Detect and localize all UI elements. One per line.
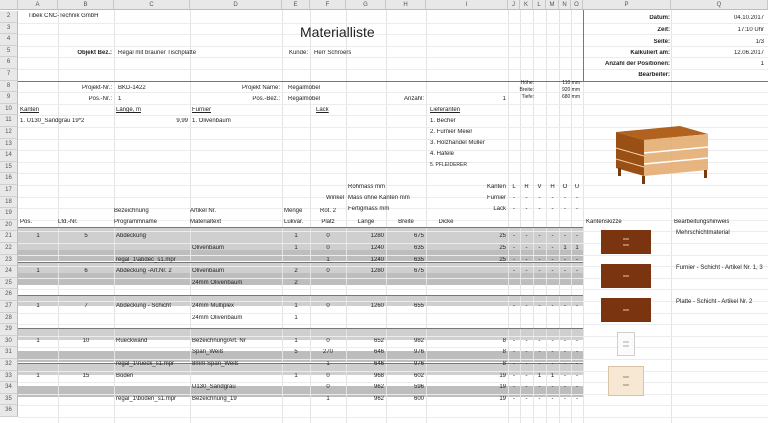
row-header[interactable]: 30: [0, 336, 18, 348]
fertigmass-label: Fertigmass mm: [348, 206, 390, 212]
edge-flag-cell[interactable]: -: [538, 245, 541, 251]
lfd-cell[interactable]: 15: [82, 372, 90, 379]
row-header[interactable]: 27: [0, 301, 18, 313]
edge-flag-cell[interactable]: -: [564, 361, 566, 367]
bezeichnung-cell[interactable]: Abdeckung - Schicht: [116, 303, 172, 309]
projekt-nr-value: BKD-1422: [118, 85, 146, 91]
material-cell[interactable]: 24mm Multiplex: [192, 303, 235, 309]
edge-flag-cell[interactable]: -: [564, 233, 566, 240]
edge-flag-cell[interactable]: -: [525, 256, 528, 263]
edge-flag-cell[interactable]: -: [525, 361, 528, 367]
select-all-corner[interactable]: [0, 0, 18, 10]
artikel-header: Artikel Nr.: [190, 208, 217, 214]
row-header[interactable]: 36: [0, 405, 18, 417]
row-header[interactable]: 31: [0, 347, 18, 359]
edge-sketch-abdeckung: [601, 230, 651, 254]
col-header-f[interactable]: F: [310, 0, 346, 10]
bezeichnung-cell[interactable]: regal_1\boden_s1.mpr: [116, 395, 177, 402]
pos-header: Pos.: [20, 219, 33, 225]
breite-cell[interactable]: 635: [413, 245, 424, 251]
pos-nr-value: 1: [118, 96, 122, 102]
row-header[interactable]: 12: [0, 127, 18, 139]
edge-flag-cell[interactable]: 1: [537, 372, 542, 379]
zeit-label: Zeit:: [657, 27, 670, 33]
edge-flag-cell[interactable]: -: [525, 349, 528, 356]
laenge-cell[interactable]: 646: [373, 361, 384, 367]
pos-cell[interactable]: 1: [36, 268, 40, 275]
tiefe-label: Tiefe:: [521, 94, 534, 100]
breite-label: Breite:: [519, 87, 534, 93]
edge-flag-cell[interactable]: -: [538, 233, 541, 240]
bezeichnung-cell[interactable]: regal_1\abdec_s1.mpr: [116, 256, 176, 263]
col-header-o[interactable]: O: [571, 0, 583, 10]
edge-flag-cell[interactable]: -: [564, 384, 566, 391]
col-header-h[interactable]: H: [386, 0, 426, 10]
edge-flag-placeholder: -: [576, 195, 578, 201]
edge-flag-cell[interactable]: -: [576, 337, 578, 344]
col-header-d[interactable]: D: [190, 0, 282, 10]
row-header[interactable]: 28: [0, 313, 18, 325]
rot-header: Rot. 2: [319, 208, 336, 214]
menge-cell[interactable]: 1: [294, 337, 298, 344]
row-header[interactable]: 35: [0, 394, 18, 406]
edge-flag-cell[interactable]: -: [551, 233, 554, 240]
hoehe-value: 110 mm: [562, 80, 580, 86]
row-header[interactable]: 17: [0, 185, 18, 197]
lukvar-header: Lukvar.: [284, 219, 304, 225]
seite-label: Seite:: [653, 39, 670, 45]
breite-cell[interactable]: 596: [413, 384, 424, 391]
edge-flag-cell[interactable]: -: [513, 372, 515, 379]
bearbeiter-label: Bearbeiter:: [638, 72, 670, 78]
laenge-cell[interactable]: 962: [373, 384, 384, 391]
kalkuliert-value: 12.06.2017: [733, 50, 764, 56]
divider: [18, 227, 583, 228]
pos-cell[interactable]: 1: [36, 372, 40, 379]
laenge-header: Länge: [357, 219, 375, 225]
material-cell[interactable]: Olivenbaum: [192, 268, 225, 275]
anzahl-positionen-label: Anzahl der Positionen:: [604, 61, 670, 67]
hinweis-1: Mehrschichtmaterial: [676, 230, 730, 236]
edge-flag-cell[interactable]: -: [576, 349, 578, 356]
edge-flag-cell[interactable]: -: [551, 256, 554, 263]
row-header[interactable]: 13: [0, 139, 18, 151]
objekt-value: Regal mit brauner Tischplatte: [118, 50, 197, 56]
row-header[interactable]: 5: [0, 46, 18, 58]
edge-flag-placeholder: -: [551, 195, 554, 201]
edge-flag-cell[interactable]: -: [564, 349, 566, 356]
edge-flag-cell[interactable]: -: [513, 268, 515, 275]
edge-sketch-abdeckung-art2: [601, 264, 651, 288]
edge-flag-placeholder: -: [576, 206, 578, 212]
row-header[interactable]: 11: [0, 115, 18, 127]
zeit-value: 17:10 Uhr: [737, 27, 764, 33]
row-header[interactable]: 15: [0, 162, 18, 174]
dicke-cell[interactable]: 25: [499, 233, 506, 240]
row-header[interactable]: 23: [0, 255, 18, 267]
col-header-j[interactable]: J: [508, 0, 520, 10]
projekt-name-value: Regalmöbel: [288, 85, 321, 91]
edge-flag-cell[interactable]: -: [564, 337, 566, 344]
row-header[interactable]: 21: [0, 231, 18, 243]
laenge-cell[interactable]: 1260: [370, 303, 384, 309]
col-header-i[interactable]: I: [426, 0, 508, 10]
edge-sketch-boden: [608, 366, 644, 396]
edge-flag-placeholder: -: [564, 206, 566, 212]
breite-cell[interactable]: 635: [413, 256, 424, 263]
edge-flag-cell[interactable]: -: [513, 384, 515, 391]
laenge-cell[interactable]: 1280: [370, 268, 384, 275]
programm-header: Programmname: [114, 219, 158, 225]
dicke-cell[interactable]: 25: [499, 256, 506, 263]
edge-flag-cell[interactable]: 1: [563, 245, 567, 251]
laenge-cell[interactable]: 1240: [370, 245, 384, 251]
menge-cell[interactable]: 5: [294, 349, 298, 356]
pos-cell[interactable]: 1: [36, 233, 40, 240]
dicke-cell[interactable]: 25: [499, 245, 506, 251]
row-header[interactable]: 22: [0, 243, 18, 255]
col-header-e[interactable]: E: [282, 0, 310, 10]
lfd-cell[interactable]: 10: [82, 337, 90, 344]
edge-flag-cell[interactable]: -: [513, 233, 515, 240]
platz-cell[interactable]: 0: [326, 372, 330, 379]
lfd-cell[interactable]: 5: [84, 233, 88, 240]
tiefe-value: 680 mm: [561, 94, 580, 100]
anzahl-positionen-value: 1: [760, 61, 764, 67]
row-header[interactable]: 19: [0, 208, 18, 220]
edge-flag-cell[interactable]: -: [576, 395, 578, 402]
kanten-label: Kanten: [486, 184, 506, 190]
row-header[interactable]: 8: [0, 81, 18, 93]
edge-flag-cell[interactable]: -: [576, 361, 578, 367]
laenge-cell[interactable]: 1280: [370, 233, 384, 240]
platz-header: Platz: [321, 219, 335, 225]
edge-flag-cell[interactable]: -: [538, 268, 541, 275]
edge-flag-cell[interactable]: -: [576, 372, 578, 379]
edge-flag-placeholder: -: [513, 206, 515, 212]
company-name: Tibek CNC-Technik GmbH: [28, 13, 99, 19]
edge-flag-cell[interactable]: -: [525, 337, 528, 344]
datum-value: 04.10.2017: [733, 15, 764, 21]
lieferant-4: 4. Hafele: [430, 151, 455, 157]
laenge-cell[interactable]: 1240: [370, 256, 384, 263]
kante-laenge: 9,99: [176, 118, 188, 124]
furnier-label: Furnier: [486, 195, 506, 201]
row-header[interactable]: 9: [0, 92, 18, 104]
edge-flag-placeholder: -: [538, 206, 541, 212]
edge-flag-cell[interactable]: -: [538, 395, 541, 402]
lack-heading: Lack: [316, 107, 329, 113]
bezeichnung-cell[interactable]: Abdeckung: [116, 233, 147, 240]
dicke-cell[interactable]: 8: [502, 349, 506, 356]
edge-flag-cell[interactable]: -: [513, 349, 515, 356]
material-cell[interactable]: Bezeichnung_19: [192, 395, 237, 402]
divider: [583, 10, 584, 82]
row-header[interactable]: 29: [0, 324, 18, 336]
row-header[interactable]: 18: [0, 197, 18, 209]
edge-flag-cell[interactable]: -: [551, 361, 554, 367]
edge-flag-header: V: [537, 184, 542, 190]
divider: [18, 81, 768, 82]
row-header[interactable]: 33: [0, 371, 18, 383]
menge-cell[interactable]: 1: [294, 233, 298, 240]
anzahl-value: 1: [502, 96, 506, 102]
projekt-name-label: Projekt Name:: [241, 85, 280, 91]
lfd-header: Lfd.-Nr.: [58, 219, 78, 225]
edge-flag-cell[interactable]: -: [525, 384, 528, 391]
hoehe-label: Höhe:: [520, 80, 534, 86]
edge-flag-cell[interactable]: -: [538, 337, 541, 344]
bezeichnung-cell[interactable]: regal_1\rueck_s1.mpr: [116, 361, 175, 367]
row-header[interactable]: 16: [0, 173, 18, 185]
row-header[interactable]: 25: [0, 278, 18, 290]
edge-flag-cell[interactable]: -: [551, 395, 554, 402]
row-header[interactable]: 34: [0, 382, 18, 394]
winkel-label: Winkel: [325, 195, 344, 201]
material-cell[interactable]: Bezeichnung/Art. Nr: [192, 337, 246, 344]
divider: [18, 328, 583, 329]
row-header[interactable]: 20: [0, 220, 18, 232]
edge-flag-cell[interactable]: -: [525, 245, 528, 251]
edge-flag-header: U: [574, 184, 580, 190]
breite-header: Breite: [398, 219, 414, 225]
row-header[interactable]: 14: [0, 150, 18, 162]
furnier-item: 1. Olivenbaum: [192, 118, 231, 124]
edge-flag-cell[interactable]: -: [538, 361, 541, 367]
edge-flag-cell[interactable]: -: [551, 384, 554, 391]
breite-cell[interactable]: 976: [413, 349, 424, 356]
kante-item: 1. U130_Sandgrau 19*2: [20, 118, 85, 124]
material-cell[interactable]: 8mm Span_Weiß: [192, 361, 239, 367]
edge-flag-cell[interactable]: -: [576, 233, 578, 240]
furnier-heading: Furnier: [192, 107, 212, 113]
pos-bez-label: Pos.-Bez.:: [252, 96, 280, 102]
edge-flag-placeholder: -: [551, 206, 554, 212]
bezeichnung-header: Bezeichnung: [114, 208, 149, 214]
hinweis-2: Furnier - Schicht - Artikel Nr. 1, 3: [676, 265, 763, 271]
col-header-a[interactable]: A: [18, 0, 58, 10]
edge-flag-cell[interactable]: -: [551, 245, 554, 251]
edge-flag-placeholder: -: [525, 206, 528, 212]
kunde-value: Herr Schroers: [314, 50, 352, 56]
edge-flag-cell[interactable]: -: [564, 372, 566, 379]
material-cell[interactable]: Olivenbaum: [192, 245, 225, 251]
edge-flag-cell[interactable]: -: [525, 268, 528, 275]
edge-flag-cell[interactable]: -: [538, 256, 541, 263]
pos-nr-label: Pos.-Nr.:: [88, 96, 112, 102]
lieferant-2: 2. Furnier Meier: [430, 129, 473, 135]
col-header-g[interactable]: G: [346, 0, 386, 10]
kantenskizze-header: Kantenskizze: [586, 219, 622, 225]
pos-cell[interactable]: 1: [36, 303, 40, 309]
edge-flag-cell[interactable]: -: [513, 361, 515, 367]
lieferant-5: 5. PFLEIDERER: [430, 162, 467, 168]
platz-cell[interactable]: 1: [326, 256, 330, 263]
edge-sketch-schicht: [601, 298, 651, 322]
menge-cell[interactable]: 1: [294, 245, 298, 251]
edge-flag-cell[interactable]: -: [538, 384, 541, 391]
edge-flag-cell[interactable]: 1: [550, 372, 555, 379]
dicke-header: Dicke: [438, 219, 454, 225]
bezeichnung-cell[interactable]: Boden: [116, 372, 134, 379]
col-header-m[interactable]: M: [546, 0, 559, 10]
edge-flag-cell[interactable]: -: [525, 233, 528, 240]
row-header[interactable]: 2: [0, 11, 18, 23]
platz-cell[interactable]: 0: [326, 337, 330, 344]
edge-flag-cell[interactable]: -: [576, 303, 578, 309]
anzahl-label: Anzahl:: [403, 96, 424, 102]
edge-flag-placeholder: -: [538, 195, 541, 201]
col-header-q[interactable]: Q: [671, 0, 768, 10]
edge-flag-cell[interactable]: -: [576, 256, 578, 263]
material-cell[interactable]: U130_Sandgrau: [192, 384, 236, 391]
material-cell[interactable]: 24mm Olivenbaum: [192, 314, 243, 321]
hinweis-3: Platte - Schicht - Artikel Nr. 2: [676, 299, 753, 305]
lieferant-1: 1. Becher: [430, 118, 456, 124]
menge-cell[interactable]: 2: [294, 268, 298, 275]
breite-cell[interactable]: 982: [413, 337, 424, 344]
edge-flag-header: L: [512, 184, 516, 190]
row-header[interactable]: 24: [0, 266, 18, 278]
edge-flag-cell[interactable]: -: [551, 337, 554, 344]
laenge-cell[interactable]: 646: [373, 349, 384, 356]
kalkuliert-label: Kalkuliert am:: [630, 50, 670, 56]
cabinet-image: [604, 118, 714, 192]
edge-flag-cell[interactable]: -: [513, 395, 515, 402]
edge-flag-cell[interactable]: -: [564, 303, 566, 309]
menge-cell[interactable]: 1: [294, 372, 298, 379]
platz-cell[interactable]: 1: [326, 395, 330, 402]
pos-bez-value: Regalmöbel: [288, 96, 321, 102]
breite-cell[interactable]: 602: [413, 372, 424, 379]
pos-cell[interactable]: 1: [36, 337, 40, 344]
edge-flag-header: H: [550, 184, 555, 190]
laenge-cell[interactable]: 968: [373, 372, 384, 379]
platz-cell[interactable]: 0: [326, 233, 330, 240]
edge-flag-cell[interactable]: -: [525, 372, 528, 379]
lack-label: Lack: [493, 206, 506, 212]
hinweis-header: Bearbeitungshinweis: [674, 219, 730, 225]
rohmass-label: Rohmass mm: [348, 184, 386, 190]
edge-flag-cell[interactable]: -: [551, 268, 554, 275]
dicke-cell[interactable]: 8: [502, 361, 506, 367]
menge-cell[interactable]: 1: [294, 314, 298, 321]
platz-cell[interactable]: 0: [326, 303, 330, 309]
edge-flag-cell[interactable]: -: [551, 303, 554, 309]
row-header[interactable]: 26: [0, 289, 18, 301]
lfd-cell[interactable]: 7: [84, 303, 88, 309]
dicke-cell[interactable]: 19: [499, 395, 506, 402]
lieferanten-heading: Lieferanten: [430, 107, 461, 113]
page-title: Materialliste: [300, 24, 375, 40]
edge-flag-cell[interactable]: -: [513, 245, 515, 251]
row-header[interactable]: 10: [0, 104, 18, 116]
dicke-cell[interactable]: 19: [499, 372, 506, 379]
edge-flag-header: R: [524, 184, 529, 190]
breite-cell[interactable]: 655: [413, 303, 424, 309]
row-header[interactable]: 6: [0, 57, 18, 69]
edge-flag-cell[interactable]: -: [525, 395, 528, 402]
objekt-label: Objekt Bez.:: [77, 50, 112, 56]
material-cell[interactable]: Span_Weiß: [192, 349, 224, 356]
edge-flag-cell[interactable]: -: [538, 349, 541, 356]
breite-cell[interactable]: 675: [413, 233, 424, 240]
platz-cell[interactable]: 0: [326, 384, 330, 391]
breite-cell[interactable]: 976: [413, 361, 424, 367]
edge-flag-cell[interactable]: -: [576, 268, 578, 275]
lieferant-3: 3. Holzhandel Müller: [430, 140, 485, 146]
menge-cell[interactable]: 1: [294, 303, 298, 309]
seite-value: 1/3: [755, 39, 764, 45]
kunde-label: Kunde:: [288, 50, 308, 56]
material-header: Materialtext: [190, 219, 222, 225]
platz-cell[interactable]: 270: [322, 349, 333, 356]
col-header-c[interactable]: C: [114, 0, 190, 10]
edge-flag-cell[interactable]: -: [513, 256, 515, 263]
menge-cell[interactable]: 2: [294, 279, 298, 286]
edge-flag-placeholder: -: [525, 195, 528, 201]
menge-header: Menge: [284, 208, 303, 214]
col-header-l[interactable]: L: [533, 0, 546, 10]
edge-flag-cell[interactable]: -: [513, 303, 515, 309]
lfd-cell[interactable]: 6: [84, 268, 88, 275]
edge-flag-cell[interactable]: -: [551, 349, 554, 356]
edge-flag-cell[interactable]: -: [564, 395, 566, 402]
breite-cell[interactable]: 675: [413, 268, 424, 275]
bezeichnung-cell[interactable]: Rueckwand: [116, 337, 148, 344]
dicke-cell[interactable]: 19: [499, 384, 506, 391]
breite-value: 920 mm: [561, 87, 580, 93]
edge-flag-cell[interactable]: -: [564, 268, 566, 275]
edge-flag-cell[interactable]: -: [513, 337, 515, 344]
col-header-p[interactable]: P: [583, 0, 671, 10]
edge-flag-cell[interactable]: -: [538, 303, 541, 309]
bezeichnung-cell[interactable]: Abdeckung -Art.Nr. 2: [116, 268, 172, 275]
edge-flag-header: O: [562, 184, 568, 190]
row-header[interactable]: 4: [0, 34, 18, 46]
col-header-b[interactable]: B: [58, 0, 114, 10]
edge-flag-placeholder: -: [513, 195, 515, 201]
breite-cell[interactable]: 600: [413, 395, 424, 402]
edge-sketch-rueckwand: [617, 332, 635, 356]
col-header-n[interactable]: N: [559, 0, 571, 10]
row-header[interactable]: 3: [0, 23, 18, 35]
edge-flag-placeholder: -: [564, 195, 566, 201]
edge-flag-cell[interactable]: -: [525, 303, 528, 309]
platz-cell[interactable]: 0: [326, 245, 330, 251]
platz-cell[interactable]: 0: [326, 268, 330, 275]
datum-label: Datum:: [649, 15, 670, 21]
laenge-cell[interactable]: 652: [373, 337, 384, 344]
col-header-k[interactable]: K: [520, 0, 533, 10]
edge-flag-cell[interactable]: -: [564, 256, 566, 263]
kanten-heading: Kanten: [20, 107, 40, 113]
mass-ohne-kanten-label: Mass ohne Kanten mm: [348, 195, 410, 201]
edge-flag-cell[interactable]: 1: [575, 245, 579, 251]
edge-flag-cell[interactable]: -: [576, 384, 578, 391]
laenge-heading: Länge, m: [116, 107, 142, 113]
dicke-cell[interactable]: 8: [502, 337, 506, 344]
divider: [18, 295, 583, 296]
projekt-nr-label: Projekt-Nr.:: [81, 85, 112, 91]
row-header[interactable]: 7: [0, 69, 18, 81]
platz-cell[interactable]: 1: [326, 361, 330, 367]
row-header[interactable]: 32: [0, 359, 18, 371]
material-cell[interactable]: 24mm Olivenbaum: [192, 279, 243, 286]
laenge-cell[interactable]: 962: [373, 395, 384, 402]
